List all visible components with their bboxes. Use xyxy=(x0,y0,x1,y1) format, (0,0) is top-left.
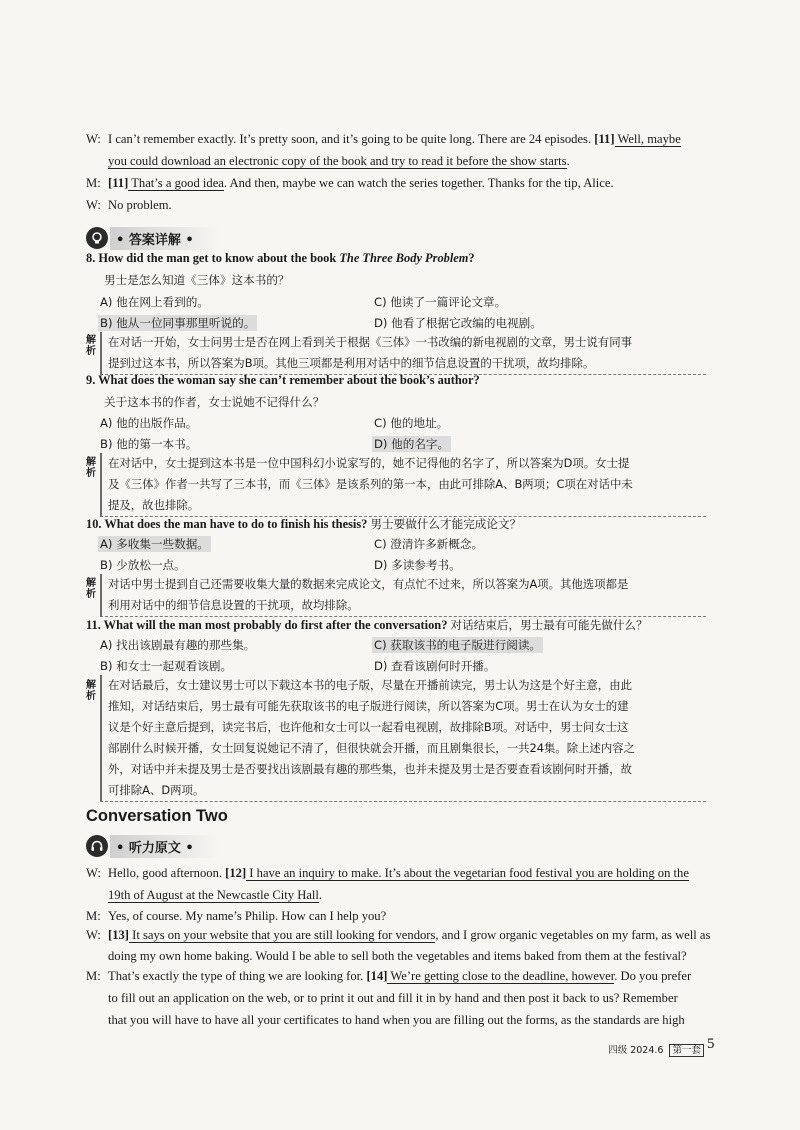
transcript-text: We’re getting close to the deadline, however xyxy=(387,969,615,983)
q9-option-c: C) 他的地址。 xyxy=(374,416,449,430)
q8-option-a: A) 他在网上看到的。 xyxy=(100,295,209,309)
q9-explanation: 在对话中，女士提到这本书是一位中国科幻小说家写的，她不记得他的名字了，所以答案为D项。女士提 及《三体》作者一共写了三本书，而《三体》是该系列的第一本，由此可排除A、B两项；C项在对话中未 提及，故也排除。 xyxy=(100,453,706,517)
transcript-line xyxy=(86,968,691,984)
q8-explanation: 在对话一开始，女士问男士是否在网上看到关于根据《三体》一书改编的新电视剧的文章，男士说有同事 提到过这本书，所以答案为B项。其他三项都是利用对话中的细节信息设置的干扰项，故均排除。 xyxy=(100,332,706,375)
q9-option-d-correct: D) 他的名字。 xyxy=(374,437,450,451)
transcript-line xyxy=(86,1012,685,1028)
transcript-text: doing my own home baking. Would I be able to sell both the vegetables and items baked from them at the festival? xyxy=(108,949,687,963)
question-marker: [13] xyxy=(108,928,129,942)
transcript-text: . Do you prefer xyxy=(614,969,692,983)
question-10-title: 10. What does the man have to do to finish his thesis? 男士要做什么才能完成论文？ xyxy=(86,517,522,531)
transcript-text: That’s a good idea xyxy=(128,176,224,190)
q9-option-b: B) 他的第一本书。 xyxy=(100,437,198,451)
question-8-title: 8. How did the man get to know about the book The Three Body Problem? xyxy=(86,251,475,265)
transcript-text: It says on your website that you are still looking for vendors xyxy=(128,928,436,942)
speaker-label: W: xyxy=(86,866,101,880)
headphones-icon xyxy=(86,835,108,857)
transcript-line xyxy=(86,990,678,1006)
transcript-text: you could download an electronic copy of the book and try to read it before the show starts xyxy=(108,154,567,168)
q8-option-d: D) 他看了根据它改编的电视剧。 xyxy=(374,316,542,330)
transcript-header-label: • 听力原文 • xyxy=(110,835,220,858)
transcript-line xyxy=(86,153,570,169)
transcript-line xyxy=(86,865,689,881)
transcript-text: that you will have to have all your certificates to hand when you are filling out the forms, as the standards are high xyxy=(108,1013,685,1027)
q11-explanation: 在对话最后，女士建议男士可以下载这本书的电子版，尽量在开播前读完，男士认为这是个好主意，由此 推知，对话结束后，男士最有可能先获取该书的电子版进行阅读，所以答案为C项。男士在认为女士的建 议是个好主意后提到，读完书后，也许他和女士可以一起看电视剧，故排除B项。对话中，男士问女士这 部剧什么时候开播，女士回复说她记不清了，但很快就会开播，而且剧集很长，一共24集。除上述内容之 外，对话中并未提及男士是否要找出该剧最有趣的那些集，也并未提及男士是否要查看该剧何时开播，故 可排除A、D两项。 xyxy=(100,675,706,802)
q10-option-c: C) 澄清许多新概念。 xyxy=(374,537,484,551)
q8-option-b-correct: B) 他从一位同事那里听说的。 xyxy=(100,316,256,330)
speaker-label: W: xyxy=(86,198,101,212)
q8-option-c: C) 他读了一篇评论文章。 xyxy=(374,295,507,309)
q11-option-a: A) 找出该剧最有趣的那些集。 xyxy=(100,638,256,652)
transcript-line xyxy=(86,908,386,924)
q10-explanation: 对话中男士提到自己还需要收集大量的数据来完成论文，有点忙不过来，所以答案为A项。其他选项都是 利用对话中的细节信息设置的干扰项，故均排除。 xyxy=(100,574,706,617)
lightbulb-icon xyxy=(86,227,108,249)
transcript-text: No problem. xyxy=(108,198,172,212)
q8-jiexi-tag: 解 析 xyxy=(86,335,96,357)
q9-jiexi-tag: 解 析 xyxy=(86,457,96,479)
speaker-label: M: xyxy=(86,909,101,923)
transcript-header xyxy=(86,835,220,857)
transcript-text: . xyxy=(318,888,323,902)
question-marker: [12] xyxy=(225,866,247,880)
transcript-line xyxy=(86,927,710,943)
transcript-text: . And then, maybe we can watch the series together. Thanks for the tip, Alice. xyxy=(223,176,614,190)
speaker-label: M: xyxy=(86,969,101,983)
transcript-text: . xyxy=(566,154,570,168)
q11-jiexi-tag: 解 析 xyxy=(86,680,96,702)
q9-option-a: A) 他的出版作品。 xyxy=(100,416,198,430)
speaker-label: W: xyxy=(86,132,101,146)
footer-set: 第一套 xyxy=(669,1044,704,1057)
transcript-line xyxy=(86,175,614,191)
transcript-text: I can’t remember exactly. It’s pretty soon, and it’s going to be quite long. There are 24 episodes. xyxy=(108,132,595,146)
conversation-two-title: Conversation Two xyxy=(86,807,228,825)
page-number: 5 xyxy=(707,1036,715,1052)
question-9-cn: 关于这本书的作者，女士说她不记得什么？ xyxy=(104,395,325,409)
transcript-text: I have an inquiry to make. It’s about the vegetarian food festival you are holding on the xyxy=(246,866,689,880)
speaker-label: W: xyxy=(86,928,101,942)
question-marker: [11] xyxy=(108,176,129,190)
page-footer xyxy=(608,1042,704,1056)
transcript-line xyxy=(86,197,172,213)
transcript-text: Well, maybe xyxy=(614,132,681,146)
transcript-text: Hello, good afternoon. xyxy=(108,866,226,880)
q11-option-c-correct: C) 获取该书的电子版进行阅读。 xyxy=(374,638,542,652)
transcript-line xyxy=(86,887,322,903)
question-8-cn: 男士是怎么知道《三体》这本书的？ xyxy=(104,273,290,287)
transcript-text: That’s exactly the type of thing we are looking for. xyxy=(108,969,367,983)
answer-explanation-header xyxy=(86,227,220,249)
transcript-text: , and I grow organic vegetables on my farm, as well as xyxy=(435,928,711,942)
q10-jiexi-tag: 解 析 xyxy=(86,578,96,600)
q10-option-d: D) 多读参考书。 xyxy=(374,558,461,572)
transcript-line xyxy=(86,131,681,147)
speaker-label: M: xyxy=(86,176,101,190)
answer-header-label: • 答案详解 • xyxy=(110,227,220,250)
q10-option-a-correct: A) 多收集一些数据。 xyxy=(100,537,209,551)
transcript-text: Yes, of course. My name’s Philip. How can I help you? xyxy=(108,909,387,923)
q10-option-b: B) 少放松一点。 xyxy=(100,558,186,572)
question-9-title: 9. What does the woman say she can’t remember about the book’s author? xyxy=(86,373,480,387)
footer-level: 四级 2024.6 xyxy=(608,1045,664,1056)
question-marker: [14] xyxy=(366,969,388,983)
q11-option-b: B) 和女士一起观看该剧。 xyxy=(100,659,233,673)
transcript-line xyxy=(86,948,687,964)
question-11-title: 11. What will the man most probably do first after the conversation? 对话结束后，男士最有可能先做什么？ xyxy=(86,618,648,632)
question-marker: [11] xyxy=(594,132,615,146)
q11-option-d: D) 查看该剧何时开播。 xyxy=(374,659,496,673)
transcript-text: to fill out an application on the web, or to print it out and fill it in by hand and then post it back to us? Remember xyxy=(108,991,678,1005)
transcript-text: 19th of August at the Newcastle City Hall xyxy=(108,888,319,902)
